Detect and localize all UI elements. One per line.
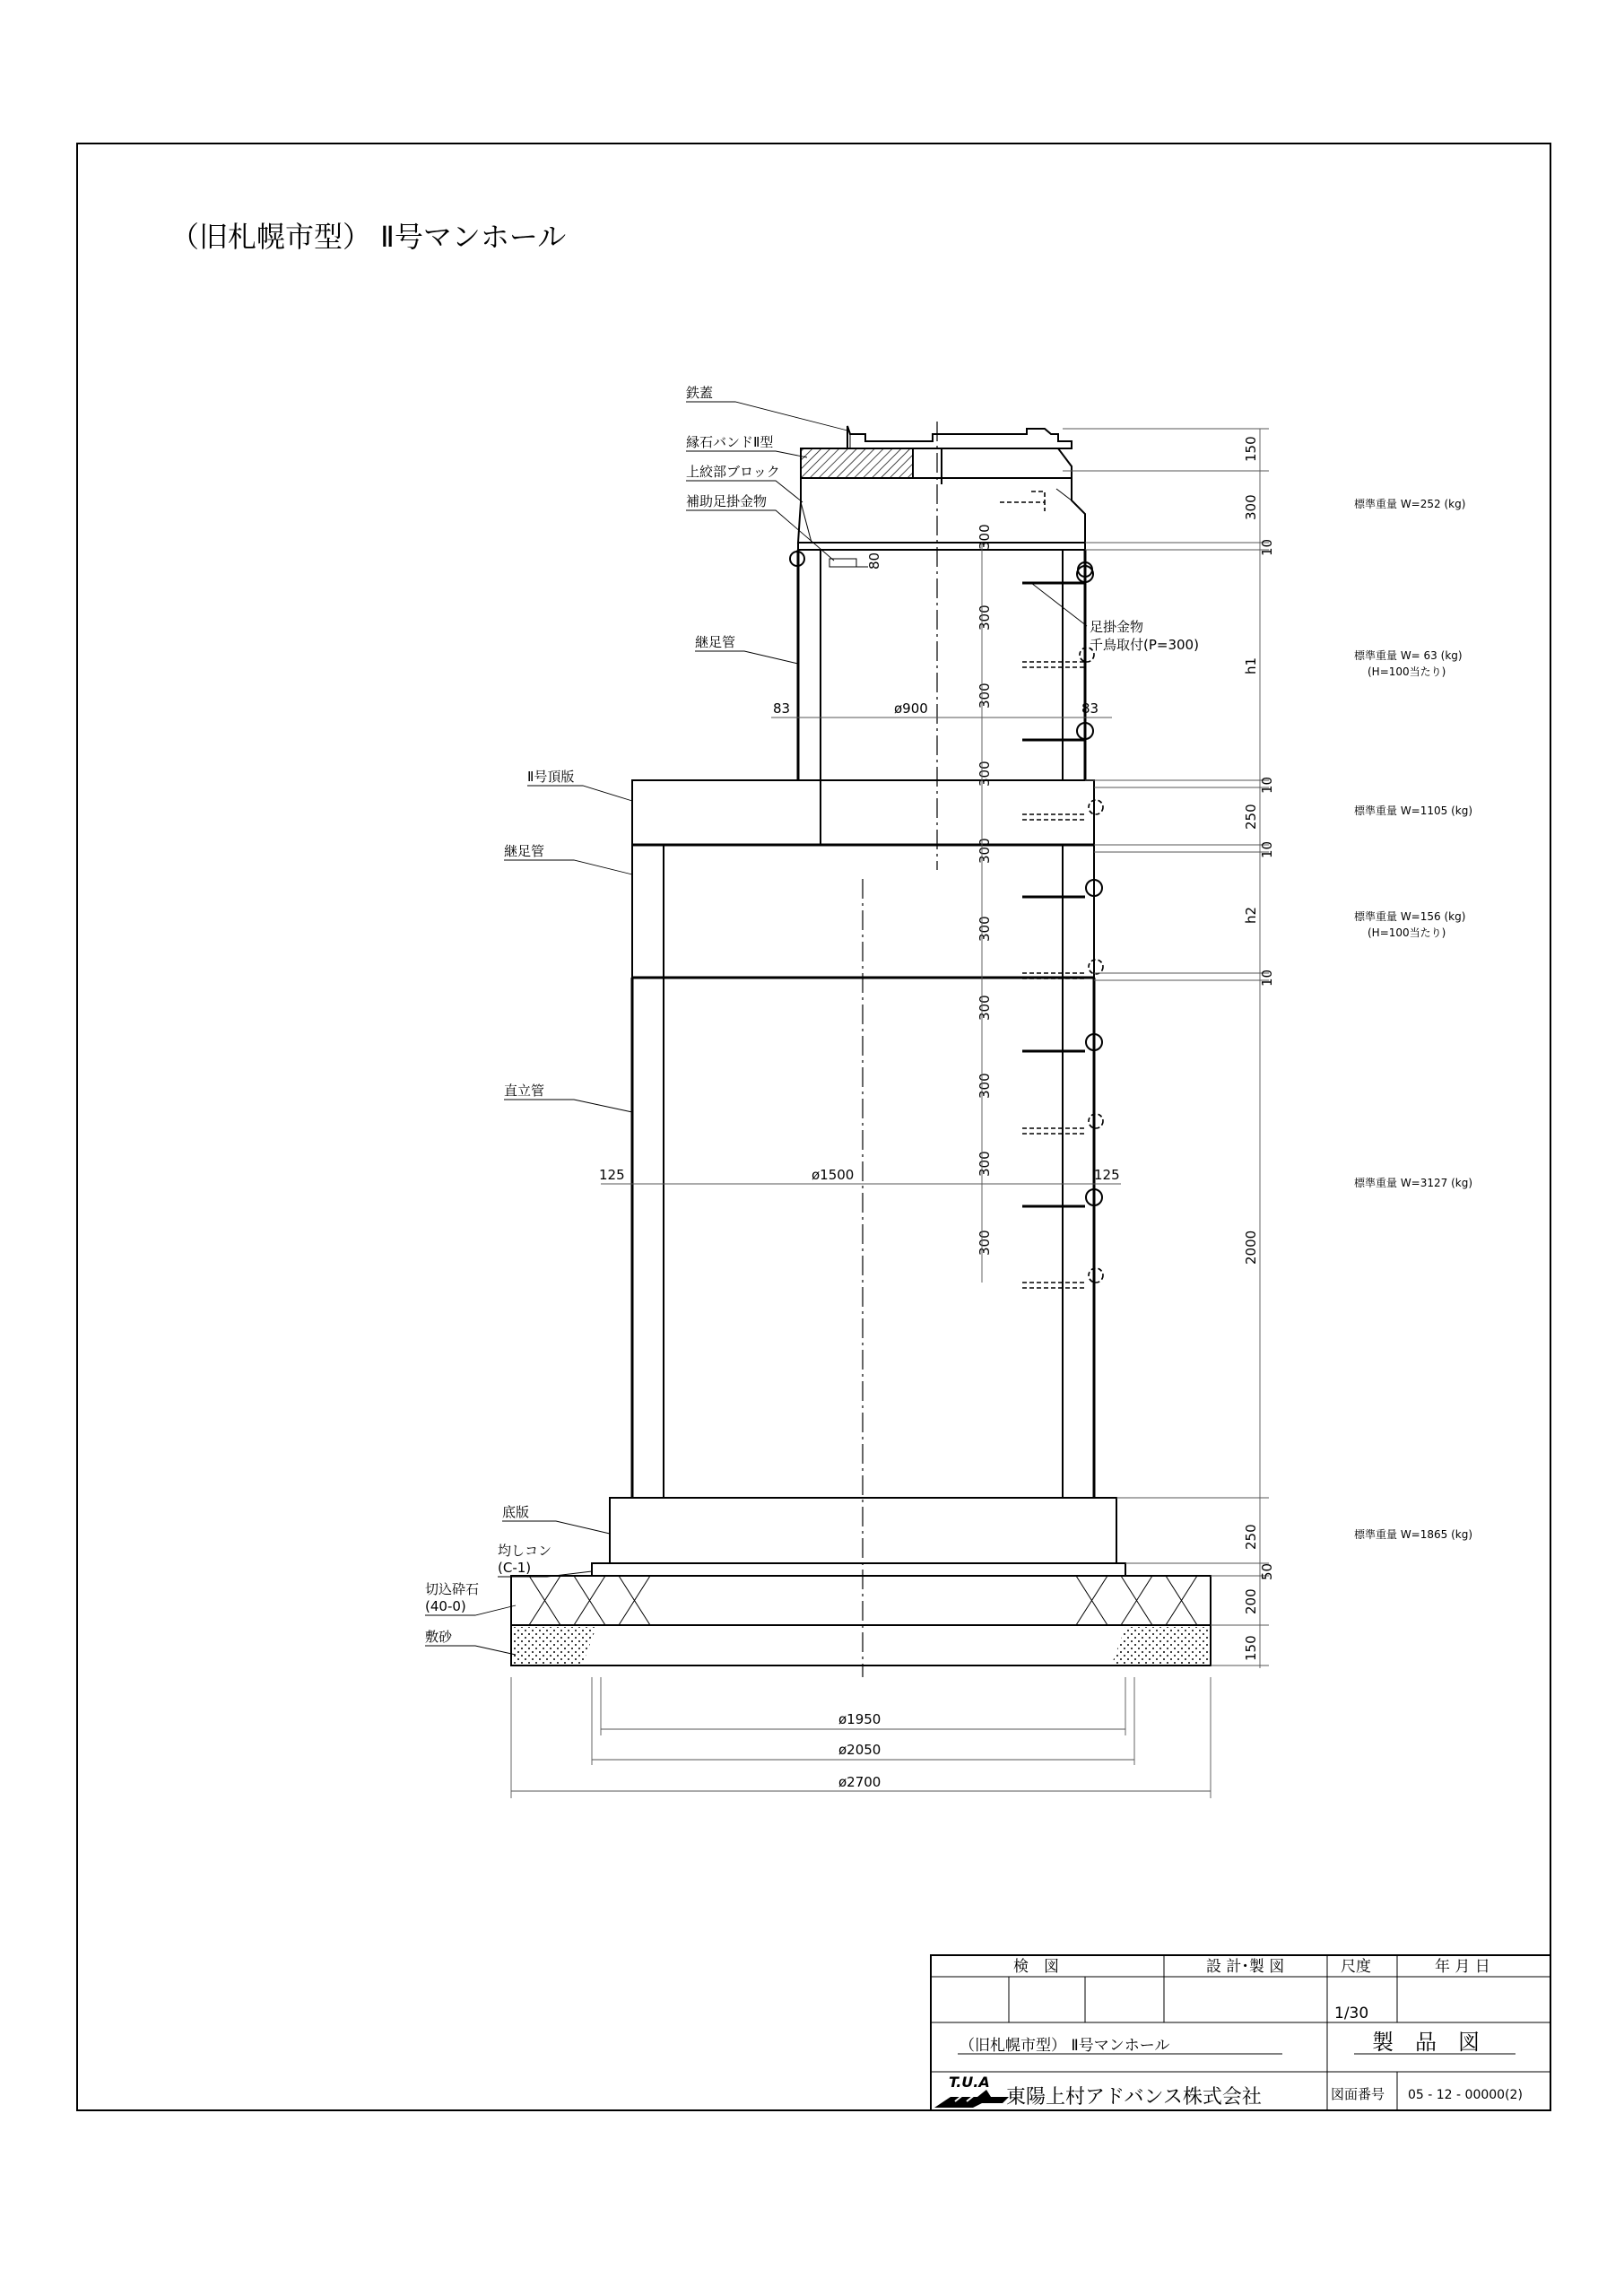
leveling-concrete [592, 1563, 1125, 1576]
logo-text: T.U.A [949, 2074, 990, 2091]
weight-4a: 標準重量 W=156 (kg) [1354, 910, 1466, 923]
step-pitch-labels [977, 524, 993, 1283]
reducing-block [798, 478, 1085, 543]
weight-1: 標準重量 W=252 (kg) [1354, 498, 1466, 510]
tb-drawing-name: （旧札幌市型） Ⅱ号マンホール [960, 2037, 1170, 2055]
tb-drawing-number: 05 - 12 - 00000(2) [1408, 2088, 1523, 2102]
dim-v10-b: 10 [1259, 776, 1275, 794]
label-aux-step: 補助足掛金物 [686, 493, 768, 509]
tb-header-scale: 尺度 [1341, 1958, 1371, 1976]
dim-83-right: 83 [1081, 700, 1099, 717]
step-rung [1022, 723, 1093, 740]
pitch-label: 300 [977, 761, 993, 787]
weight-3: 標準重量 W=1105 (kg) [1354, 804, 1473, 817]
horizontal-dimensions [511, 552, 1211, 1798]
dim-h2: h2 [1243, 906, 1259, 924]
step-rung [1022, 566, 1093, 583]
label-base-slab: 底版 [502, 1504, 530, 1520]
crushed-stone-layer [511, 1576, 1211, 1625]
manhole-body [511, 422, 1211, 1677]
weight-2a: 標準重量 W= 63 (kg) [1354, 649, 1463, 662]
label-vertical-pipe: 直立管 [504, 1083, 545, 1099]
label-crushed-1: 切込砕石 [425, 1581, 480, 1597]
dim-v300-top: 300 [1243, 494, 1259, 520]
tb-scale-value: 1/30 [1334, 2005, 1369, 2022]
pitch-label: 300 [977, 683, 993, 709]
pitch-label: 300 [977, 1230, 993, 1256]
pitch-label: 300 [977, 524, 993, 550]
dim-v10-a: 10 [1259, 538, 1275, 556]
label-top-slab: Ⅱ号頂版 [527, 769, 575, 785]
dim-v250-base: 250 [1243, 1524, 1259, 1550]
label-ext-pipe-upper: 継足管 [695, 634, 736, 650]
tb-product-drawing: 製 品 図 [1372, 2030, 1480, 2055]
weight-6: 標準重量 W=1865 (kg) [1354, 1528, 1473, 1541]
label-iron-cover: 鉄蓋 [686, 385, 714, 401]
label-sand: 敷砂 [425, 1629, 453, 1645]
dim-d2700: ø2700 [838, 1774, 881, 1790]
label-leveling-2: (C-1) [498, 1560, 532, 1576]
step-rung [1022, 800, 1103, 820]
dim-d2050: ø2050 [838, 1742, 881, 1758]
weights [1354, 497, 1472, 1541]
title-block [931, 1955, 1550, 2110]
label-ext-pipe-lower: 継足管 [504, 843, 545, 859]
step-rung [1022, 648, 1094, 667]
dim-80: 80 [866, 552, 882, 570]
pitch-label: 300 [977, 916, 993, 942]
dim-83-left: 83 [773, 700, 791, 717]
pitch-label: 300 [977, 1073, 993, 1099]
dim-d1500: ø1500 [812, 1167, 855, 1183]
company-logo [934, 2074, 1009, 2108]
drawing-frame [77, 144, 1550, 2110]
dim-v10-d: 10 [1259, 969, 1275, 987]
weight-2b: (H=100当たり) [1368, 665, 1446, 678]
dim-d900: ø900 [894, 700, 928, 717]
tb-header-date: 年 月 日 [1435, 1958, 1490, 1976]
dim-125-left: 125 [599, 1167, 625, 1183]
label-reducing-block: 上絞部ブロック [686, 464, 780, 480]
label-step-2: 千鳥取付(P=300) [1090, 637, 1199, 653]
curb-band [801, 448, 913, 478]
drawing-title: （旧札幌市型） Ⅱ号マンホール [170, 220, 567, 254]
weight-5: 標準重量 W=3127 (kg) [1354, 1177, 1473, 1189]
dim-v50: 50 [1259, 1562, 1275, 1580]
tb-header-design: 設 計･製 図 [1206, 1958, 1285, 1976]
pitch-label: 300 [977, 1151, 993, 1177]
dim-v150-top: 150 [1243, 436, 1259, 462]
dim-v150-bottom: 150 [1243, 1635, 1259, 1661]
dim-h1: h1 [1243, 657, 1259, 674]
pitch-label: 300 [977, 995, 993, 1021]
dim-d1950: ø1950 [838, 1711, 881, 1727]
sand-bed-layer [511, 1625, 1211, 1665]
tb-header-check: 検 図 [1013, 1958, 1059, 1976]
dim-v2000: 2000 [1243, 1230, 1259, 1265]
label-crushed-2: (40-0) [425, 1598, 466, 1614]
dim-v10-c: 10 [1259, 840, 1275, 858]
extension-pipe-upper [798, 550, 1085, 780]
part-labels [425, 385, 1199, 1655]
label-step-1: 足掛金物 [1090, 619, 1144, 635]
top-slab [632, 780, 1094, 845]
label-leveling-1: 均しコン [498, 1543, 552, 1559]
pitch-label: 300 [977, 838, 993, 864]
label-curb-band: 縁石バンドⅡ型 [686, 434, 774, 450]
iron-cover [847, 426, 1072, 448]
dim-v200: 200 [1243, 1588, 1259, 1614]
pitch-label: 300 [977, 604, 993, 631]
weight-4b: (H=100当たり) [1368, 926, 1446, 939]
dim-125-right: 125 [1094, 1167, 1120, 1183]
dim-v250-slab: 250 [1243, 804, 1259, 830]
tb-company-name: 東陽上村アドバンス株式会社 [1006, 2086, 1262, 2109]
auxiliary-step [1000, 491, 1045, 511]
tb-drawing-number-label: 図面番号 [1331, 2086, 1385, 2102]
